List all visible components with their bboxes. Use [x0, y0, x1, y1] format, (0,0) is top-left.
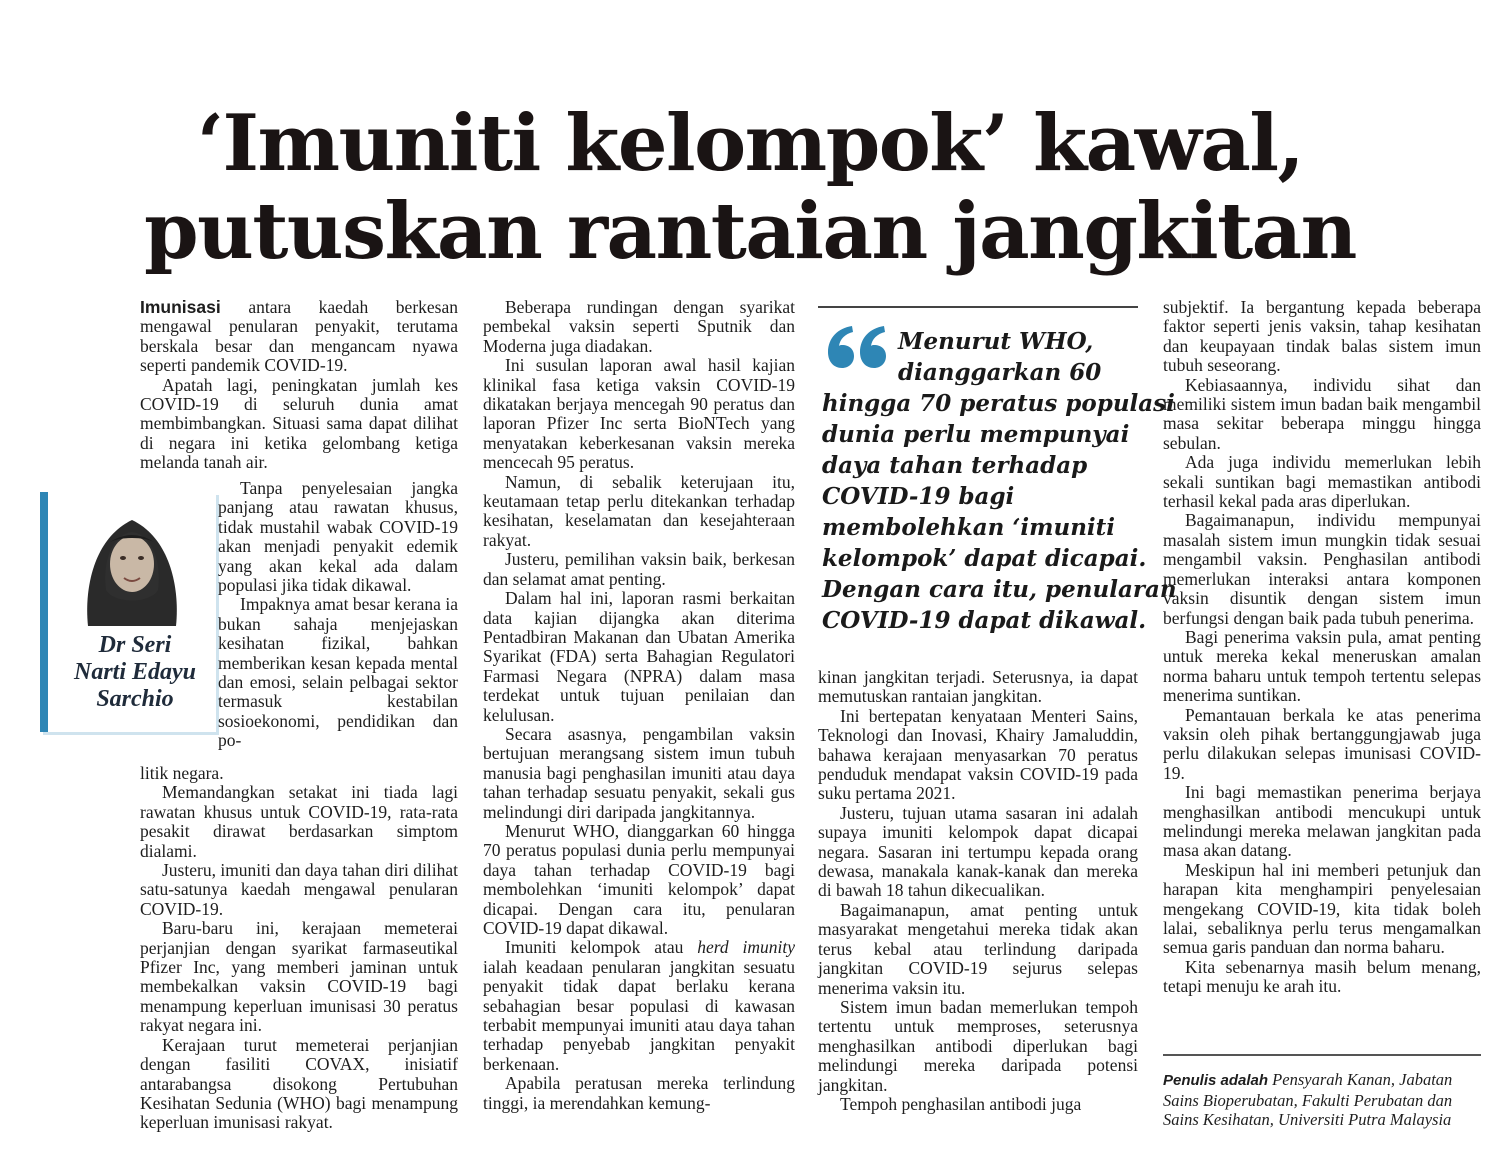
paragraph: Pemantauan berkala ke atas penerima vaksin oleh pihak bertanggungjawab juga perlu dilakukan selepas imunisasi COVID-19. — [1163, 704, 1481, 783]
quote-rule-top — [818, 306, 1138, 308]
paragraph: litik negara. — [140, 763, 224, 783]
paragraph: Imuniti kelompok atau herd imunity ialah keadaan penularan jangkitan sesuatu penyakit tidak dapat berlaku kerana sebahagian besar populasi di kawasan terbabit mempunyai imuniti atau daya tahan terhadap penyebab jangkitan penyakit berkenaan. — [483, 937, 795, 1074]
credit-text: Sains Bioperubatan, Fakulti Perubatan dan — [1163, 1090, 1453, 1110]
author-name-line: Sarchio — [96, 686, 174, 712]
quote-line: membolehkan ‘imuniti — [822, 514, 1116, 541]
paragraph: Ini bertepatan kenyataan Menteri Sains, Teknologi dan Inovasi, Khairy Jamaluddin, bahawa kerajaan menyasarkan 70 peratus penduduk mendapat vaksin COVID-19 pada suku pertama 2021. — [818, 705, 1138, 804]
credit-text: Sains Kesihatan, Universiti Putra Malaysia — [1163, 1110, 1452, 1129]
paragraph: Justeru, tujuan utama sasaran ini adalah supaya imuniti kelompok dapat dicapai negara. Sasaran ini tertumpu kepada orang dewasa, manakala kanak-kanak dan mereka di bawah 18 tahun dikecualikan. — [818, 802, 1138, 901]
quote-line: COVID-19 dapat dikawal. — [822, 607, 1147, 634]
paragraph: Namun, di sebalik keterujaan itu, keutamaan tetap perlu ditekankan terhadap kesihatan, keselamatan dan kesejahteraan rakyat. — [483, 471, 795, 550]
author-name-line: Dr Seri — [98, 632, 172, 658]
paragraph: Justeru, imuniti dan daya tahan diri dilihat satu-satunya kaedah mengawal penularan COVID-19. — [140, 860, 458, 919]
paragraph: Ini bagi memastikan penerima berjaya menghasilkan antibodi mencukupi untuk melindungi mereka melawan jangkitan pada masa akan datang. — [1163, 782, 1481, 861]
credit-text: Pensyarah Kanan, Jabatan — [1268, 1070, 1453, 1089]
quote-line: Dengan cara itu, penularan — [822, 576, 1177, 603]
paragraph: Bagaimanapun, amat penting untuk masyarakat mengetahui mereka tidak akan terus kebal atau terlindung daripada jangkitan COVID-19 sejurus selepas menerima vaksin itu. — [818, 899, 1138, 998]
footer-rule — [1163, 1054, 1481, 1056]
paragraph: Kerajaan turut memeterai perjanjian dengan fasiliti COVAX, inisiatif antarabangsa disokong Pertubuhan Kesihatan Sedunia (WHO) bagi menampung keperluan imunisasi rakyat. — [140, 1034, 458, 1133]
quote-line: dianggarkan 60 — [898, 359, 1102, 386]
quote-text — [822, 326, 1177, 636]
paragraph: Kita sebenarnya masih belum menang, tetapi menuju ke arah itu. — [1163, 956, 1481, 997]
paragraph: Sistem imun badan memerlukan tempoh tertentu untuk memproses, seterusnya menghasilkan antibodi diperlukan bagi melindungi mereka daripada potensi jangkitan. — [818, 996, 1138, 1095]
paragraph: Menurut WHO, dianggarkan 60 hingga 70 peratus populasi dunia perlu mempunyai daya tahan terhadap COVID-19 bagi membolehkan ‘imuniti kelompok’ dapat dicapai. Dengan cara itu, penularan COVID-19 dapat dikawal. — [483, 820, 795, 938]
column-2 — [483, 298, 795, 1113]
quote-line: daya tahan terhadap — [822, 452, 1088, 479]
quote-line: kelompok’ dapat dicapai. — [822, 545, 1147, 572]
paragraph: Baru-baru ini, kerajaan memeterai perjanjian dengan syarikat farmaseutikal Pfizer Inc, yang memberi jaminan untuk membekalkan vaksin COVID-19 bagi menampung keperluan imunisasi 30 peratus rakyat negara ini. — [140, 918, 458, 1036]
paragraph: Impaknya amat besar kerana ia bukan sahaja menjejaskan kesihatan fizikal, bahkan memberikan kesan kepada mental dan emosi, selain pelbagai sektor termasuk kestabilan sosioekonomi, pendidikan dan po- — [218, 594, 458, 751]
paragraph: Tempoh penghasilan antibodi juga — [840, 1093, 1082, 1114]
italic-term: herd imunity — [697, 937, 795, 958]
paragraph: Secara asasnya, pengambilan vaksin bertujuan merangsang sistem imun tubuh manusia bagi penghasilan imuniti atau daya tahan terhadap sesuatu penyakit, sekali gus melindungi diri daripada jangkitannya. — [483, 723, 795, 822]
paragraph: Imunisasi antara kaedah berkesan mengawal penularan penyakit, terutama berskala besar dan mengancam nyawa seperti pandemik COVID-19. — [140, 297, 458, 376]
column-1-top — [140, 298, 458, 473]
author-name-line: Narti Edayu — [73, 659, 196, 685]
paragraph: Meskipun hal ini memberi petunjuk dan harapan kita menghampiri penyelesaian mengekang COVID-19, kita tidak boleh lalai, sebaliknya perlu terus mengamalkan semua garis panduan dan norma baharu. — [1163, 859, 1481, 958]
author-box — [40, 492, 216, 732]
paragraph: Ini susulan laporan awal hasil kajian klinikal fasa ketiga vaksin COVID-19 dikatakan berjaya mencegah 90 peratus dan laporan Pfizer Inc serta BioNTech yang menyatakan keberkesanan vaksin mereka mencecah 95 peratus. — [483, 355, 795, 473]
headline-line-2: putuskan rantaian jangkitan — [144, 186, 1356, 277]
paragraph: Tanpa penyelesaian jangka panjang atau rawatan khusus, tidak mustahil wabak COVID-19 akan menjadi penyakit edemik yang akan kekal ada dalam populasi jika tidak dikawal. — [218, 478, 458, 596]
paragraph: Apatah lagi, peningkatan jumlah kes COVID-19 di seluruh dunia amat membimbangkan. Situasi sama dapat dilihat di negara ini ketika gelombang ketiga melanda tanah air. — [140, 374, 458, 473]
lead-word: Imunisasi — [140, 297, 221, 317]
pull-quote — [818, 306, 1177, 636]
quote-line: Menurut WHO, — [898, 328, 1094, 355]
column-1-wrap — [218, 479, 458, 751]
column-1-bottom — [140, 764, 458, 1133]
headline-line-1: ‘Imuniti kelompok’ kawal, — [196, 98, 1304, 189]
author-credit — [1163, 1070, 1481, 1130]
quote-line: dunia perlu mempunyai — [822, 421, 1130, 448]
column-3 — [818, 668, 1138, 1114]
paragraph: Dalam hal ini, laporan rasmi berkaitan data kajian dijangka akan diterima Pentadbiran Makanan dan Ubatan Amerika Syarikat (FDA) serta Bahagian Regulatori Farmasi Negara (NPRA) dalam masa terdekat untuk tujuan penilaian dan kelulusan. — [483, 588, 795, 725]
column-4 — [1163, 298, 1481, 997]
author-name — [58, 632, 212, 713]
paragraph: Beberapa rundingan dengan syarikat pembekal vaksin seperti Sputnik dan Moderna juga diadakan. — [483, 297, 795, 356]
paragraph: kinan jangkitan terjadi. Seterusnya, ia dapat memutuskan rantaian jangkitan. — [818, 667, 1138, 707]
paragraph: Bagaimanapun, individu mempunyai masalah sistem imun mungkin tidak sesuai mengambil vaksin. Penghasilan antibodi memerlukan interaksi antara komponen vaksin disuntik dengan sistem imun berfungsi dengan baik pada tubuh penerima. — [1163, 510, 1481, 628]
quote-line: hingga 70 peratus populasi — [822, 390, 1175, 417]
credit-label: Penulis adalah — [1163, 1072, 1269, 1089]
paragraph: Apabila peratusan mereka terlindung tinggi, ia merendahkan kemung- — [483, 1073, 795, 1113]
paragraph: subjektif. Ia bergantung kepada beberapa faktor seperti jenis vaksin, tahap kesihatan dan keupayaan tindak balas sistem imun tubuh seseorang. — [1163, 297, 1481, 376]
paragraph: Memandangkan setakat ini tiada lagi rawatan khusus untuk COVID-19, rata-rata pesakit dirawat berdasarkan simptom dialami. — [140, 782, 458, 861]
author-portrait — [66, 498, 198, 626]
paragraph: Kebiasaannya, individu sihat dan memiliki sistem imun badan baik mengambil masa sekitar beberapa minggu hingga sebulan. — [1163, 374, 1481, 453]
quote-line: COVID-19 bagi — [822, 483, 1015, 510]
paragraph: Bagi penerima vaksin pula, amat penting untuk mereka kekal meneruskan amalan norma baharu untuk tempoh tertentu selepas menerima suntikan. — [1163, 626, 1481, 706]
paragraph: Justeru, pemilihan vaksin baik, berkesan dan selamat amat penting. — [483, 549, 795, 589]
paragraph: Ada juga individu memerlukan lebih sekali suntikan bagi memastikan antibodi terhasil kekal pada aras diperlukan. — [1163, 452, 1481, 512]
headline — [60, 100, 1440, 276]
